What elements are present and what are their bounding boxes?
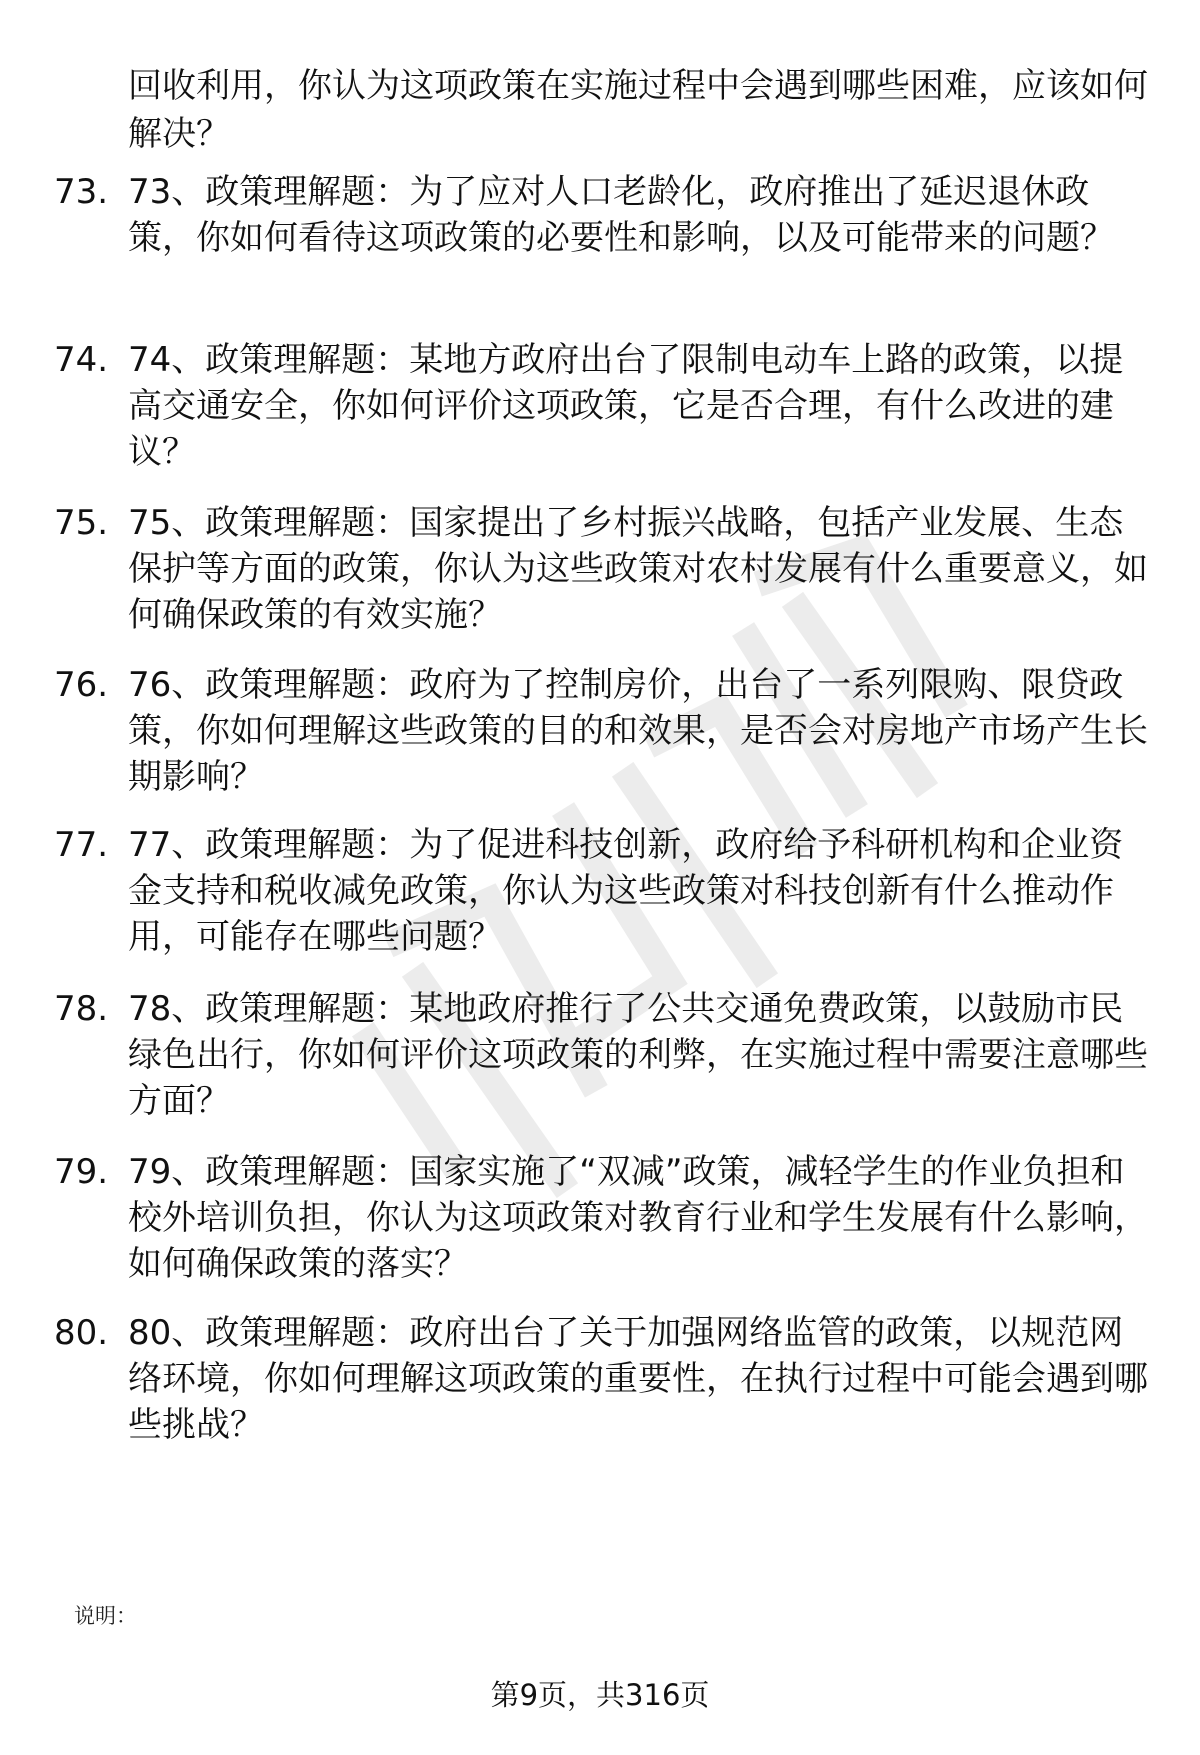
item-text: 74、政策理解题：某地方政府出台了限制电动车上路的政策，以提高交通安全，你如何评价这项政策，它是否合理，有什么改进的建议？ — [128, 340, 1124, 472]
note-label: 说明： — [74, 1604, 137, 1628]
item-number: 80. — [54, 1313, 109, 1353]
item-text: 78、政策理解题：某地政府推行了公共交通免费政策，以鼓励市民绿色出行，你如何评价这项政策的利弊，在实施过程中需要注意哪些方面？ — [128, 989, 1148, 1121]
item-text: 80、政策理解题：政府出台了关于加强网络监管的政策，以规范网络环境，你如何理解这项政策的重要性，在执行过程中可能会遇到哪些挑战？ — [128, 1313, 1148, 1445]
page-number-footer: 第9页，共316页 — [490, 1678, 710, 1712]
item-number: 77. — [54, 825, 109, 865]
continuation-text: 回收利用，你认为这项政策在实施过程中会遇到哪些困难，应该如何解决？ — [128, 66, 1148, 154]
item-number: 76. — [54, 665, 109, 705]
item-number: 78. — [54, 989, 109, 1029]
item-text: 76、政策理解题：政府为了控制房价，出台了一系列限购、限贷政策，你如何理解这些政策的目的和效果，是否会对房地产市场产生长期影响？ — [128, 665, 1148, 797]
item-number: 79. — [54, 1152, 109, 1192]
item-number: 74. — [54, 340, 109, 380]
item-text: 73、政策理解题：为了应对人口老龄化，政府推出了延迟退休政策，你如何看待这项政策的必要性和影响，以及可能带来的问题？ — [128, 172, 1114, 258]
item-number: 75. — [54, 503, 109, 543]
item-text: 79、政策理解题：国家实施了“双减”政策，减轻学生的作业负担和校外培训负担，你认为这项政策对教育行业和学生发展有什么影响，如何确保政策的落实？ — [128, 1152, 1148, 1284]
item-text: 77、政策理解题：为了促进科技创新，政府给予科研机构和企业资金支持和税收减免政策，你认为这些政策对科技创新有什么推动作用，可能存在哪些问题？ — [128, 825, 1124, 957]
item-number: 73. — [54, 172, 109, 212]
item-text: 75、政策理解题：国家提出了乡村振兴战略，包括产业发展、生态保护等方面的政策，你认为这些政策对农村发展有什么重要意义，如何确保政策的有效实施？ — [128, 503, 1148, 635]
